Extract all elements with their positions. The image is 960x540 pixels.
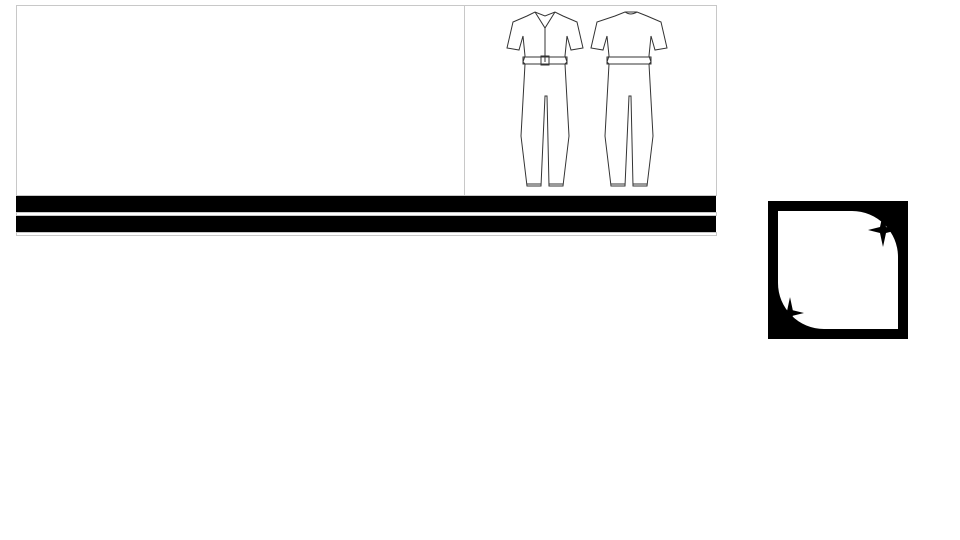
brand-logo bbox=[768, 201, 908, 339]
divider-cell bbox=[17, 217, 716, 232]
divider-bar bbox=[16, 196, 716, 212]
sparkle-icon-2 bbox=[776, 297, 804, 329]
garment-sketch bbox=[465, 6, 717, 196]
sparkle-icon bbox=[868, 213, 898, 247]
divider-cell bbox=[17, 197, 716, 212]
trim-info-table bbox=[16, 232, 717, 236]
spec-sheet bbox=[16, 5, 716, 236]
general-info-title bbox=[17, 6, 465, 196]
jumpsuit-sketch-icon bbox=[465, 6, 715, 192]
general-info-table bbox=[16, 5, 717, 196]
divider-bar-2 bbox=[16, 216, 716, 232]
trim-info-title bbox=[17, 233, 717, 236]
